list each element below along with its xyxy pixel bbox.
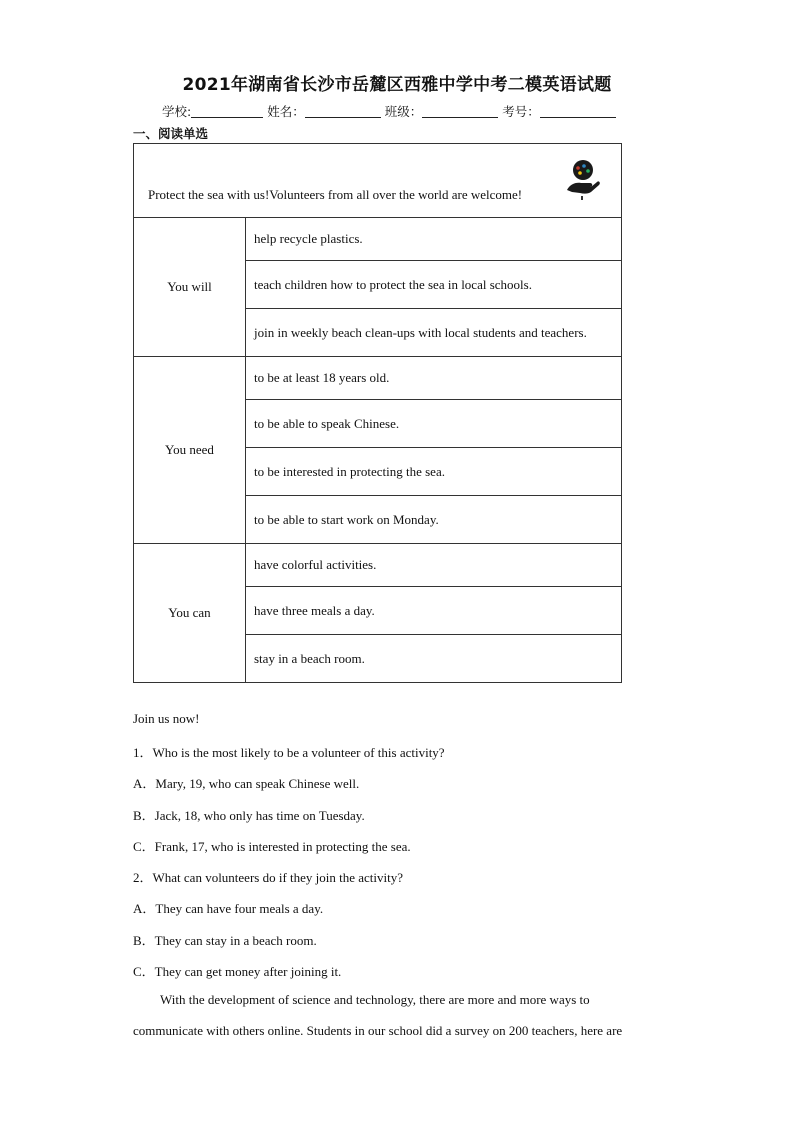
notice-heading-row [134, 144, 622, 218]
table-cell: join in weekly beach clean-ups with local students and teachers. [246, 309, 622, 357]
exam-number-blank [540, 105, 616, 118]
table-row [134, 218, 622, 261]
notice-heading: Protect the sea with us!Volunteers from all over the world are welcome! [148, 187, 523, 202]
question-2-option-b: B．They can stay in a beach room. [133, 933, 317, 948]
question-1-option-a: A．Mary, 19, who can speak Chinese well. [133, 776, 360, 791]
section-heading: 一、阅读单选 [133, 126, 209, 141]
exam-number-label: 考号： [502, 104, 540, 119]
name-label: 姓名： [267, 104, 305, 119]
table-row [134, 544, 622, 587]
question-1-stem: 1．Who is the most likely to be a volunteer of this activity? [133, 745, 445, 760]
group-label-you-will: You will [134, 218, 246, 357]
table-cell: have three meals a day. [246, 587, 622, 635]
class-label: 班级： [384, 104, 423, 119]
group-label-you-can: You can [134, 544, 246, 683]
table-cell: to be able to start work on Monday. [246, 496, 622, 544]
table-cell: help recycle plastics. [246, 218, 622, 261]
volunteer-hand-icon [564, 159, 602, 201]
class-blank [422, 105, 498, 118]
table-cell: have colorful activities. [246, 544, 622, 587]
school-label: 学校: [162, 104, 192, 119]
exam-title: 2021年湖南省长沙市岳麓区西雅中学中考二模英语试题 [182, 75, 612, 95]
group-label-you-need: You need [134, 357, 246, 544]
question-1-option-c: C．Frank, 17, who is interested in protecting the sea. [133, 839, 411, 854]
student-info-line [162, 102, 616, 120]
question-2-stem: 2．What can volunteers do if they join the activity? [133, 870, 404, 885]
table-cell: stay in a beach room. [246, 635, 622, 683]
table-cell: to be able to speak Chinese. [246, 400, 622, 448]
table-cell: to be interested in protecting the sea. [246, 448, 622, 496]
table-cell: teach children how to protect the sea in local schools. [246, 261, 622, 309]
question-2-option-a: A．They can have four meals a day. [133, 901, 324, 916]
school-blank [191, 105, 263, 118]
table-row [134, 357, 622, 400]
volunteer-notice-table [133, 143, 622, 683]
passage-line-2: communicate with others online. Students in our school did a survey on 200 teachers, here are [133, 1023, 623, 1038]
question-1-option-b: B．Jack, 18, who only has time on Tuesday. [133, 808, 365, 823]
passage-line-1: With the development of science and technology, there are more and more ways to [160, 992, 590, 1007]
notice-heading-cell [134, 144, 622, 218]
table-cell: to be at least 18 years old. [246, 357, 622, 400]
closing-line: Join us now! [133, 711, 200, 726]
question-2-option-c: C．They can get money after joining it. [133, 964, 342, 979]
name-blank [305, 105, 381, 118]
